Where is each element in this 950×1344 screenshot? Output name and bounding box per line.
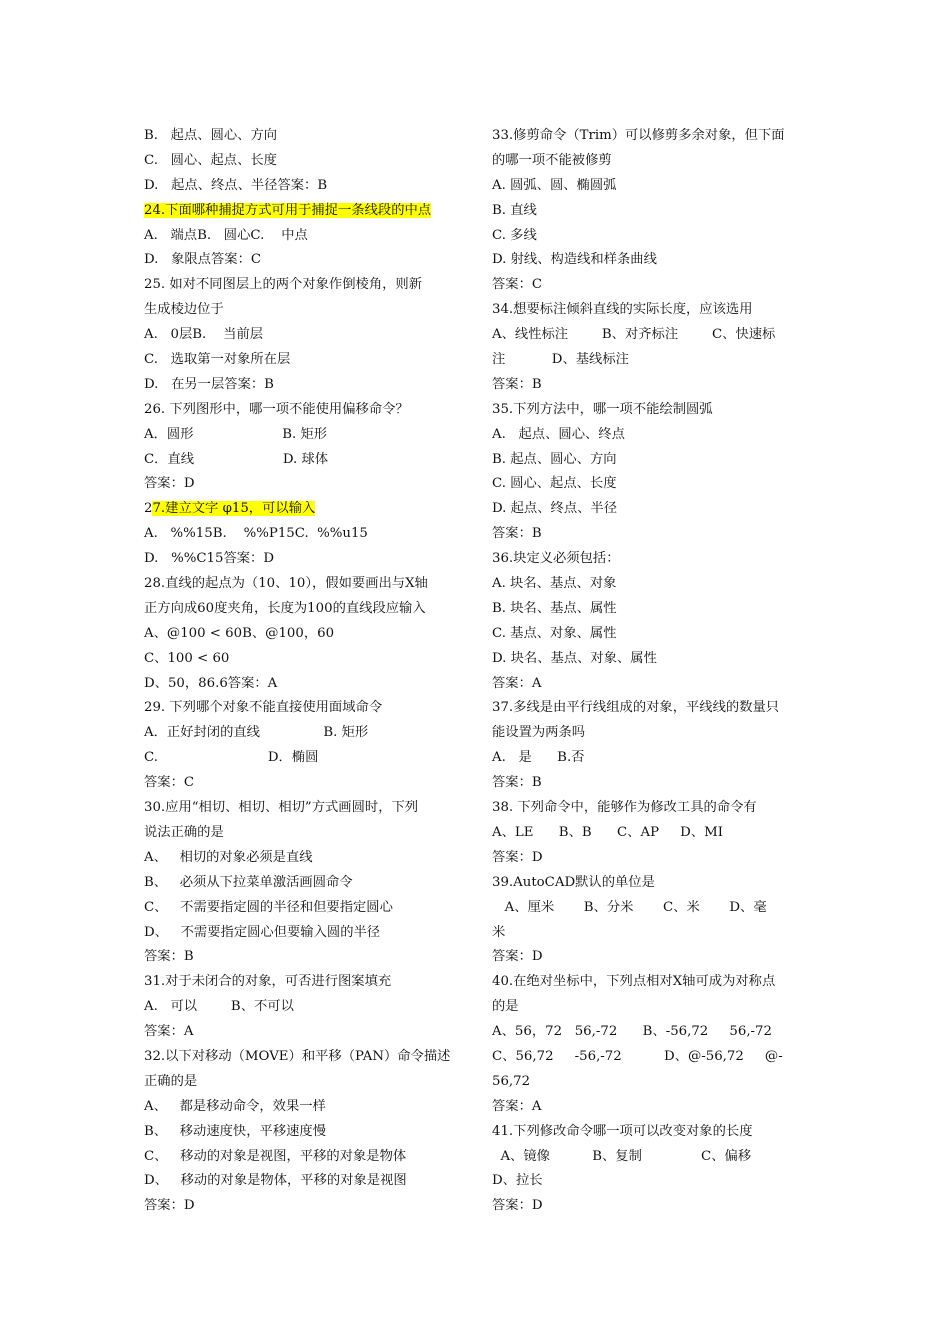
text-line: 正确的是 <box>144 1073 198 1089</box>
text-line: A. 是 B.否 <box>492 750 585 766</box>
text-line: 30.应用“相切、相切、相切”方式画圆时，下列 <box>144 800 419 816</box>
text-line: 答案：B <box>144 949 194 965</box>
text-line: 答案：B <box>492 775 542 791</box>
text-line: B. 直线 <box>492 202 537 218</box>
text-line: 33.修剪命令（Trim）可以修剪多余对象，但下面 <box>492 128 785 143</box>
text-line: 40.在绝对坐标中，下列点相对X轴可成为对称点 <box>492 974 776 990</box>
text-line: 37.多线是由平行线组成的对象，平线线的数量只 <box>492 700 780 716</box>
text-line: A、 相切的对象必须是直线 <box>144 849 313 865</box>
text-line: 56,72 <box>492 1073 531 1089</box>
text-line: D. 象限点答案：C <box>144 252 262 268</box>
text-line: A. 圆弧、圆、椭圆弧 <box>492 177 617 193</box>
text-line: 29. 下列哪个对象不能直接使用面域命令 <box>144 700 383 716</box>
text-line: A、厘米 B、分米 C、米 D、毫 <box>492 899 767 915</box>
text-line: B. 起点、圆心、方向 <box>144 128 278 143</box>
text-line: 米 <box>492 924 506 940</box>
text-line: 答案：D <box>492 1198 543 1214</box>
text-line: 34.想要标注倾斜直线的实际长度，应该选用 <box>492 302 753 318</box>
text-line: 答案：D <box>144 476 195 492</box>
text-line: A. %%15B. %%P15C. %%u15 <box>144 526 368 542</box>
text-line: D. 块名、基点、对象、属性 <box>492 650 657 666</box>
text-line: 26. 下列图形中，哪一项不能使用偏移命令？ <box>144 401 409 417</box>
text-line: A、LE B、B C、AP D、MI <box>492 824 723 840</box>
text-line: 答案：D <box>492 949 543 965</box>
text-line: C、100 < 60 <box>144 650 230 666</box>
text-line: 生成棱边位于 <box>144 302 224 318</box>
text-line: C. D．椭圆 <box>144 750 319 766</box>
text-line: 答案：A <box>492 1098 542 1114</box>
text-line: D. 在另一层答案：B <box>144 376 274 392</box>
text-line: B、 必须从下拉菜单激活画圆命令 <box>144 874 353 890</box>
text-line: C．直线 D. 球体 <box>144 451 329 467</box>
text-line: D. %%C15答案：D <box>144 551 275 567</box>
text-line: C. 基点、对象、属性 <box>492 625 617 641</box>
text-line: 41.下列修改命令哪一项可以改变对象的长度 <box>492 1123 753 1139</box>
text-line: 的哪一项不能被修剪 <box>492 152 612 168</box>
right-column <box>492 124 814 1219</box>
text-line: D、50，86.6答案：A <box>144 675 278 691</box>
text-line: A. 可以 B、不可以 <box>144 999 294 1015</box>
text-line: 31.对于未闭合的对象，可否进行图案填充 <box>144 974 392 990</box>
text-line: A．正好封闭的直线 B. 矩形 <box>144 725 369 741</box>
text-line: 答案：A <box>144 1024 194 1040</box>
text-line: 38. 下列命令中，能够作为修改工具的命令有 <box>492 800 757 816</box>
text-line: C、 移动的对象是视图，平移的对象是物体 <box>144 1148 407 1164</box>
text-line: 答案：D <box>144 1198 195 1214</box>
text-line: A、56，72 56,-72 B、-56,72 56,-72 <box>492 1024 772 1040</box>
text-line: A. 起点、圆心、终点 <box>492 426 625 442</box>
text-line: C. 多线 <box>492 227 537 243</box>
text-line: D. 起点、终点、半径 <box>492 501 618 517</box>
text-line: 答案：B <box>492 526 542 542</box>
left-column <box>144 124 464 1219</box>
text-line: A. 0层B. 当前层 <box>144 327 264 343</box>
text-line: A、镜像 B、复制 C、偏移 <box>492 1148 752 1164</box>
text-line: 的是 <box>492 999 519 1015</box>
text-line: 25. 如对不同图层上的两个对象作倒棱角，则新 <box>144 277 423 293</box>
text-line: D. 射线、构造线和样条曲线 <box>492 252 657 268</box>
text-line: B. 块名、基点、属性 <box>492 600 617 616</box>
text-line: 注 D、基线标注 <box>492 352 629 368</box>
line-prefix: 2 <box>144 501 153 517</box>
text-line: 39.AutoCAD默认的单位是 <box>492 874 655 890</box>
text-line: 说法正确的是 <box>144 824 224 840</box>
text-line: C、56,72 -56,-72 D、@-56,72 @- <box>492 1048 783 1064</box>
text-line: 答案：D <box>492 849 543 865</box>
text-line: 36.块定义必须包括： <box>492 551 620 567</box>
text-line: B. 起点、圆心、方向 <box>492 451 617 467</box>
text-line <box>144 199 464 224</box>
text-line: 答案：C <box>144 775 195 791</box>
highlighted-question: 7.建立文字 φ15，可以输入 <box>152 501 316 517</box>
text-line: A. 端点B. 圆心C. 中点 <box>144 227 308 243</box>
text-line: 35.下列方法中，哪一项不能绘制圆弧 <box>492 401 713 417</box>
text-line: B、 移动速度快，平移速度慢 <box>144 1123 327 1139</box>
text-line: D、 移动的对象是物体，平移的对象是视图 <box>144 1173 407 1189</box>
highlighted-question: 24.下面哪种捕捉方式可用于捕捉一条线段的中点 <box>144 202 432 218</box>
text-line: 答案：B <box>492 376 542 392</box>
text-line: A. 块名、基点、对象 <box>492 576 617 592</box>
text-line: C. 圆心、起点、长度 <box>144 152 277 168</box>
text-line: A．圆形 B. 矩形 <box>144 426 328 442</box>
text-line: A、 都是移动命令，效果一样 <box>144 1098 326 1114</box>
text-line: D. 起点、终点、半径答案：B <box>144 177 328 193</box>
text-line: C. 圆心、起点、长度 <box>492 476 617 492</box>
text-line: D、拉长 <box>492 1173 543 1189</box>
text-line: A、线性标注 B、对齐标注 C、快速标 <box>492 327 776 343</box>
text-line: 32.以下对移动（MOVE）和平移（PAN）命令描述 <box>144 1048 451 1064</box>
text-line: 答案：A <box>492 675 542 691</box>
text-line: A、@100 < 60B、@100，60 <box>144 625 335 641</box>
text-line: 答案：C <box>492 277 543 293</box>
text-line: C、 不需要指定圆的半径和但要指定圆心 <box>144 899 393 915</box>
text-line: D、 不需要指定圆心但要输入圆的半径 <box>144 924 381 940</box>
text-line <box>144 497 464 522</box>
text-line: 正方向成60度夹角，长度为100的直线段应输入 <box>144 600 426 616</box>
text-line: 28.直线的起点为（10、10），假如要画出与X轴 <box>144 576 428 592</box>
text-line: 能设置为两条吗 <box>492 725 586 741</box>
text-line: C. 选取第一对象所在层 <box>144 352 291 368</box>
